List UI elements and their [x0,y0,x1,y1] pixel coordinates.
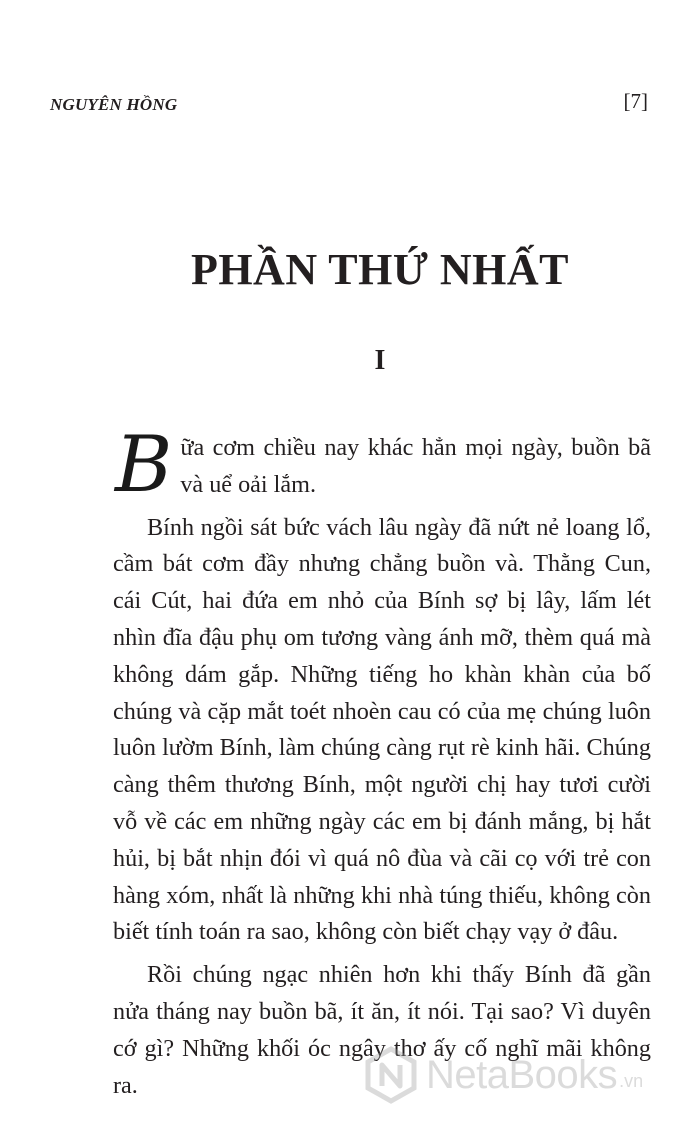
paragraph-3: Rồi chúng ngạc nhiên hơn khi thấy Bính đã gần nửa tháng nay buồn bã, ít ăn, ít nói. Tại sao? Vì duyên cớ gì? Những khối óc ngây thơ ấy cố nghĩ mãi không ra. [113,961,651,1099]
watermark [362,1046,643,1104]
paragraph-2: Bính ngồi sát bức vách lâu ngày đã nứt nẻ loang lổ, cầm bát cơm đầy nhưng chẳng buồn và. Thằng Cun, cái Cút, hai đứa em nhỏ của Bính sợ bị lây, lấm lét nhìn đĩa đậu phụ om tương vàng ánh mỡ, thèm quá mà không dám gắp. Những tiếng ho khàn khàn của bố chúng và cặp mắt toét nhoèn cau có của mẹ chúng luôn luôn lườm Bính, làm chúng càng rụt rè kinh hãi. Chúng càng thêm thương Bính, một người chị hay tươi cười vỗ về các em những ngày các em bị đánh mắng, bị hắt hủi, bị bắt nhịn đói vì quá nô đùa và cãi cọ với trẻ con hàng xóm, nhất là những khi nhà túng thiếu, không còn biết tính toán ra sao, không còn biết chạy vạy ở đâu. [113,513,651,946]
body-text [113,420,651,1104]
netabooks-logo-icon [362,1046,420,1104]
first-paragraph-text: ữa cơm chiều nay khác hẳn mọi ngày, buồn bã và uể oải lắm. [180,434,651,498]
first-paragraph [113,420,651,510]
page-number: [7] [623,89,648,113]
watermark-suffix: .vn [619,1070,644,1091]
drop-cap: B [115,420,173,510]
watermark-brand: NetaBooks [426,1052,618,1097]
running-head-author: NGUYÊN HỒNG [50,95,178,114]
part-title: PHẦN THỨ NHẤT [190,245,570,294]
chapter-number: I [374,345,386,376]
